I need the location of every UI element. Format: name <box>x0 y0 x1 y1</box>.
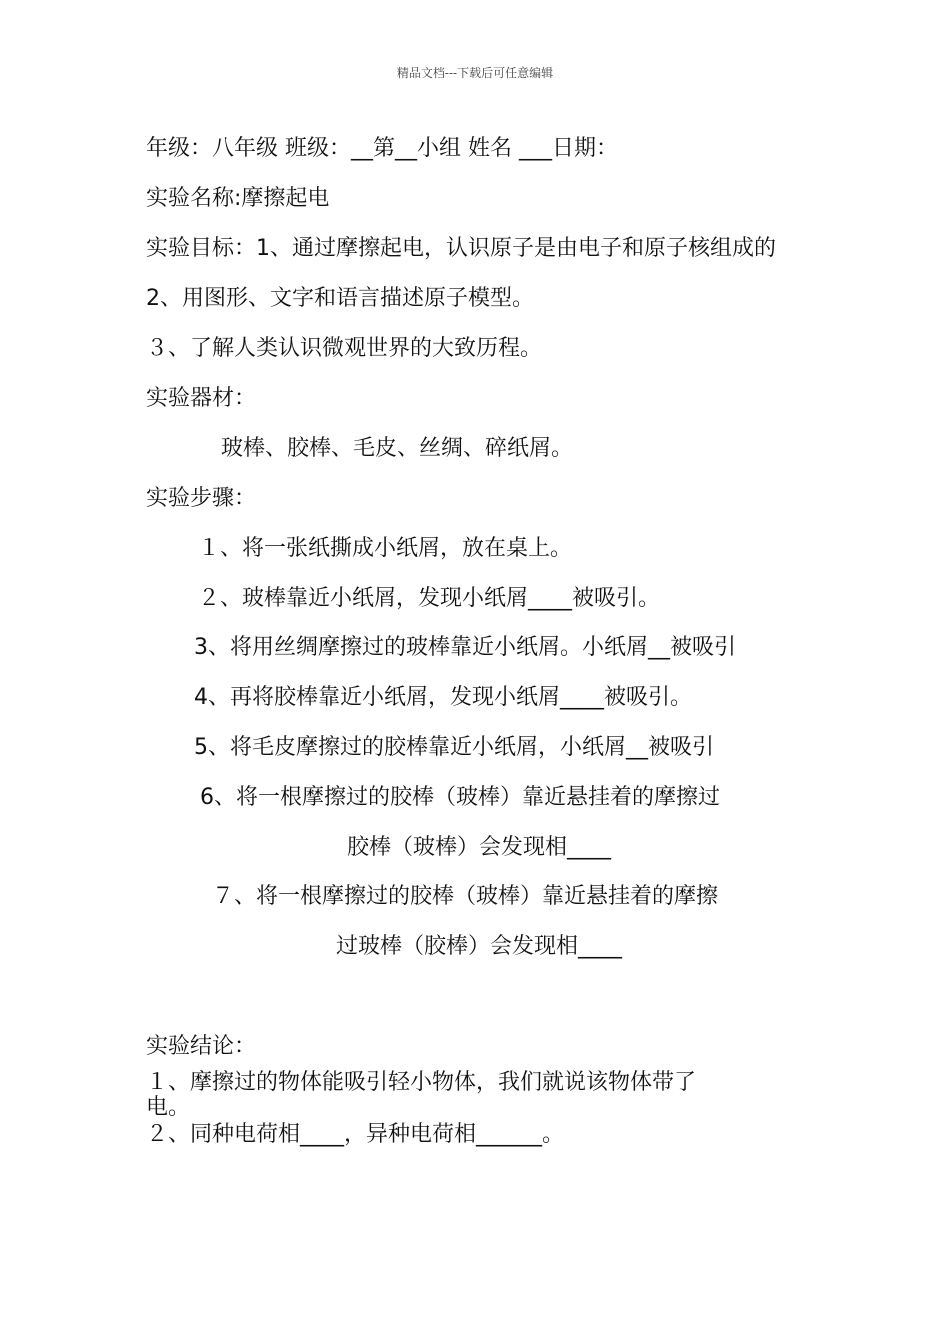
materials-heading: 实验器材： <box>146 386 257 411</box>
objective-3: ３、了解人类认识微观世界的大致历程。 <box>146 336 543 361</box>
objective-1: 实验目标：1、通过摩擦起电，认识原子是由电子和原子核组成的 <box>146 236 776 261</box>
page-header: 精品文档---下载后可任意编辑 <box>396 66 554 80</box>
step-1: １、将一张纸撕成小纸屑，放在桌上。 <box>198 536 573 561</box>
step-6-line-1: 6、将一根摩擦过的胶棒（玻棒）靠近悬挂着的摩擦过 <box>200 785 720 810</box>
conclusion-2: ２、同种电荷相____，异种电荷相______。 <box>146 1122 565 1147</box>
conclusion-1: １、摩擦过的物体能吸引轻小物体，我们就说该物体带了 <box>146 1070 697 1095</box>
step-7-line-2: 过玻棒（胶棒）会发现相____ <box>336 934 623 959</box>
objective-2: 2、用图形、文字和语言描述原子模型。 <box>146 286 534 311</box>
conclusion-1-cont: 电。 <box>146 1095 191 1120</box>
step-4: 4、再将胶棒靠近小纸屑，发现小纸屑____被吸引。 <box>194 685 692 710</box>
step-5: 5、将毛皮摩擦过的胶棒靠近小纸屑，小纸屑__被吸引 <box>194 735 714 760</box>
step-6-line-2: 胶棒（玻棒）会发现相____ <box>347 835 612 860</box>
materials-list: 玻棒、胶棒、毛皮、丝绸、碎纸屑。 <box>221 436 574 461</box>
steps-heading: 实验步骤： <box>146 486 257 511</box>
grade-class-line: 年级：八年级 班级：__第__小组 姓名 ___日期： <box>146 136 618 161</box>
step-3: 3、将用丝绸摩擦过的玻棒靠近小纸屑。小纸屑__被吸引 <box>194 635 736 660</box>
step-2: ２、玻棒靠近小纸屑，发现小纸屑____被吸引。 <box>198 586 661 611</box>
experiment-name: 实验名称:摩擦起电 <box>146 186 330 211</box>
step-7-line-1: ７、将一根摩擦过的胶棒（玻棒）靠近悬挂着的摩擦 <box>212 884 719 909</box>
conclusion-heading: 实验结论： <box>146 1034 257 1059</box>
